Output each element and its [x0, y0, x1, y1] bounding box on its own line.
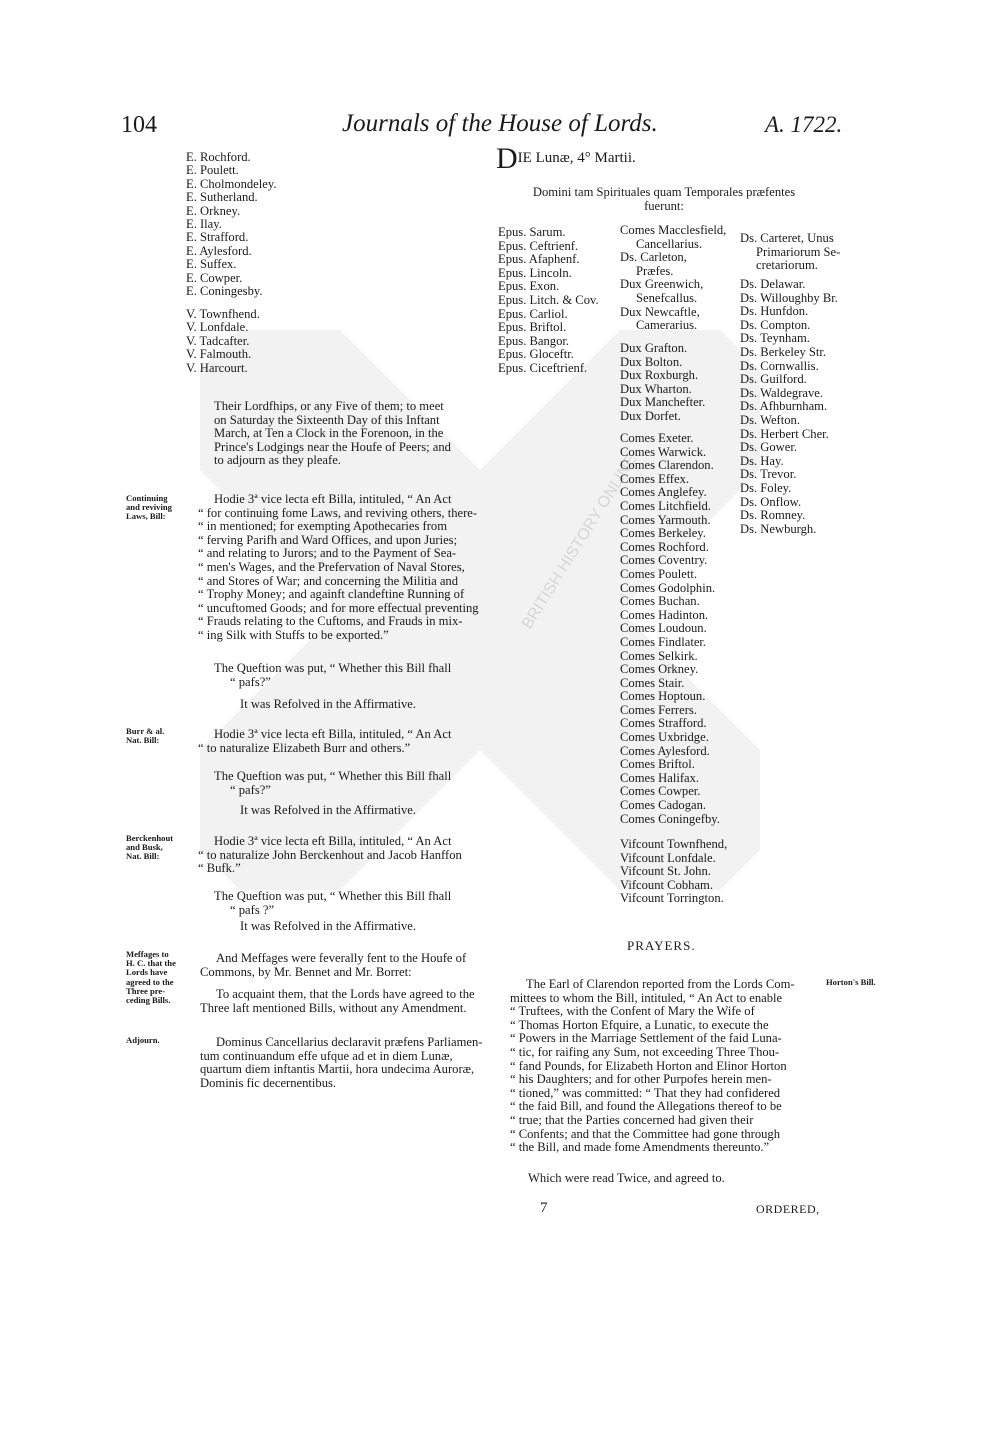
- text-line: “ to naturalize John Berckenhout and Jacob Hanffon: [198, 847, 462, 862]
- bill3-question: [214, 890, 490, 917]
- text-line: “ the Bill, and made fome Amendments thereunto.”: [510, 1140, 770, 1155]
- committee-name: V. Tadcafter.: [186, 333, 250, 348]
- peer-name: Ds. Afhburnham.: [740, 399, 828, 414]
- peer-name: Ds. Carleton,: [620, 250, 687, 265]
- messages-text2: [200, 988, 490, 1015]
- text-line: The Earl of Clarendon reported from the Lords Com-: [526, 977, 795, 991]
- text-line: “ ferving Parifh and Ward Offices, and upon Juries;: [198, 532, 458, 547]
- bill2-resolved: It was Refolved in the Affirmative.: [240, 803, 417, 817]
- running-title: Journals of the House of Lords.: [342, 110, 658, 137]
- text-line: on Saturday the Sixteenth Day of this Inftant: [214, 412, 440, 427]
- text-line: “ pafs ?”: [230, 902, 275, 917]
- prayers-heading: PRAYERS.: [627, 938, 696, 953]
- margin-note-burr: [126, 727, 164, 745]
- margin-line: Three pre-: [126, 985, 166, 996]
- margin-line: and Busk,: [126, 842, 163, 853]
- committee-viscounts: [186, 308, 260, 375]
- margin-line: Continuing: [126, 493, 168, 503]
- text-line: “ tioned,” was committed: “ That they had confidered: [510, 1085, 781, 1100]
- peer-name: Epus. Ciceftrienf.: [498, 360, 588, 375]
- peer-name: Comes Briftol.: [620, 757, 695, 772]
- peer-name: Dux Newcaftle,: [620, 304, 700, 319]
- peer-name: Dux Bolton.: [620, 354, 683, 369]
- committee-name: E. Strafford.: [186, 230, 249, 245]
- officers-list: [620, 224, 726, 333]
- peer-name: Ds. Delawar.: [740, 277, 806, 291]
- peer-name: Epus. Bangor.: [498, 333, 570, 348]
- peer-name: Comes Ferrers.: [620, 702, 697, 717]
- text-line: The Queftion was put, “ Whether this Bill fhall: [214, 661, 452, 675]
- page-number: 104: [121, 112, 157, 138]
- peer-name: Comes Findlater.: [620, 634, 707, 649]
- committee-name: E. Poulett.: [186, 163, 239, 178]
- text-line: “ Frauds relating to the Cuftoms, and Frauds in mix-: [198, 614, 463, 629]
- committee-name: V. Townfhend.: [186, 307, 260, 321]
- text-line: tum continuandum effe ufque ad et in diem Lunæ,: [200, 1048, 453, 1063]
- text-line: mittees to whom the Bill, intituled, “ An Act to enable: [510, 990, 783, 1005]
- peer-name: Comes Rochford.: [620, 539, 709, 554]
- peer-name: Comes Strafford.: [620, 716, 707, 731]
- peer-name: Comes Yarmouth.: [620, 512, 711, 527]
- committee-name: V. Harcourt.: [186, 360, 248, 375]
- text-line: The Queftion was put, “ Whether this Bill fhall: [214, 769, 452, 783]
- peer-name: Comes Halifax.: [620, 770, 700, 785]
- margin-line: Nat. Bill:: [126, 851, 160, 862]
- committee-name: E. Rochford.: [186, 150, 251, 164]
- bill-burr: [198, 728, 490, 755]
- peer-name: Epus. Exon.: [498, 279, 560, 294]
- text-line: Commons, by Mr. Bennet and Mr. Borret:: [200, 964, 412, 979]
- margin-line: Meffages to: [126, 949, 169, 959]
- text-line: “ to naturalize Elizabeth Burr and others.”: [198, 740, 411, 755]
- text-line: fuerunt:: [644, 198, 684, 213]
- peer-name: Dux Manchefter.: [620, 395, 706, 410]
- text-line: “ fand Pounds, for Elizabeth Horton and Elinor Horton: [510, 1058, 787, 1073]
- peer-name: Ds. Waldegrave.: [740, 385, 824, 400]
- committee-name: E. Cowper.: [186, 270, 243, 285]
- committee-name: E. Coningesby.: [186, 284, 263, 299]
- peer-name: Ds. Willoughby Br.: [740, 290, 838, 305]
- committee-name: E. Orkney.: [186, 203, 241, 218]
- text-line: “ uncuftomed Goods; and for more effectual preventing: [198, 600, 479, 615]
- peer-name: Comes Coningefby.: [620, 811, 720, 826]
- peer-name: Comes Godolphin.: [620, 580, 716, 595]
- viscounts-list: [620, 838, 727, 906]
- text-line: Three laft mentioned Bills, without any Amendment.: [200, 1000, 467, 1015]
- text-line: quartum diem inftantis Martii, hora undecima Auroræ,: [200, 1062, 475, 1077]
- peer-name: Primariorum Se-: [756, 244, 841, 259]
- peer-name: Comes Litchfield.: [620, 498, 711, 513]
- peer-name: Cancellarius.: [636, 236, 703, 251]
- bill3-resolved: It was Refolved in the Affirmative.: [240, 919, 417, 933]
- text-line: The Queftion was put, “ Whether this Bill fhall: [214, 889, 452, 903]
- peer-name: Ds. Teynham.: [740, 331, 810, 346]
- committee-name: V. Lonfdale.: [186, 320, 249, 335]
- text-line: March, at Ten a Clock in the Forenoon, in the: [214, 426, 444, 441]
- margin-note-berckenhout: [126, 834, 173, 862]
- text-line: to adjourn as they pleafe.: [214, 453, 341, 468]
- text-line: “ the faid Bill, and found the Allegations thereof to be: [510, 1099, 782, 1114]
- margin-note-messages: [126, 950, 176, 1005]
- bill1-question: [214, 662, 490, 689]
- committee-name: E. Suffex.: [186, 257, 237, 272]
- peer-name: Ds. Hunfdon.: [740, 304, 809, 319]
- peer-name: Comes Orkney.: [620, 662, 699, 677]
- text-line: “ in mentioned; for exempting Apothecaries from: [198, 519, 448, 534]
- bill-continuing-laws: [198, 493, 490, 643]
- margin-line: ceding Bills.: [126, 995, 171, 1006]
- peer-name: Epus. Sarum.: [498, 225, 566, 239]
- peer-name: Comes Uxbridge.: [620, 730, 709, 745]
- peer-name: Comes Stair.: [620, 675, 685, 690]
- peer-name: Comes Clarendon.: [620, 458, 714, 473]
- text-line: Dominis fic decernentibus.: [200, 1075, 337, 1090]
- watermark-text: BRITISH HISTORY ONLINE: [518, 451, 641, 633]
- peer-name: Ds. Hay.: [740, 453, 784, 468]
- horton-report: [510, 978, 822, 1155]
- peer-name: Dux Roxburgh.: [620, 368, 699, 383]
- peer-name: Comes Macclesfield,: [620, 223, 727, 237]
- margin-line: Lords have: [126, 967, 168, 978]
- peer-name: Ds. Onflow.: [740, 494, 802, 509]
- bill1-resolved: It was Refolved in the Affirmative.: [240, 697, 417, 711]
- committee-name: E. Cholmondeley.: [186, 176, 277, 191]
- text-line: “ pafs?”: [230, 782, 271, 797]
- committee-earls: [186, 151, 276, 298]
- text-line: “ Powers in the Marriage Settlement of the faid Luna-: [510, 1031, 782, 1046]
- peer-name: Comes Cowper.: [620, 784, 701, 799]
- barons-list: [740, 278, 838, 536]
- peer-name: Ds. Cornwallis.: [740, 358, 819, 373]
- peer-name: Ds. Foley.: [740, 480, 792, 495]
- catchword: ORDERED,: [756, 1202, 820, 1216]
- peer-name: Ds. Newburgh.: [740, 521, 817, 536]
- bill-berckenhout: [198, 835, 490, 876]
- peer-name: Comes Loudoun.: [620, 621, 707, 636]
- peer-name: Senefcallus.: [636, 290, 698, 305]
- margin-line: Nat. Bill:: [126, 735, 160, 746]
- peer-name: Camerarius.: [636, 318, 698, 333]
- peer-name: Comes Cadogan.: [620, 798, 707, 813]
- text-line: “ and Stores of War; and concerning the Militia and: [198, 573, 458, 588]
- peer-name: Epus. Briftol.: [498, 320, 567, 335]
- peer-name: Comes Berkeley.: [620, 526, 706, 541]
- margin-line: Adjourn.: [126, 1035, 160, 1045]
- peer-name: Comes Effex.: [620, 471, 690, 486]
- peer-name: Ds. Wefton.: [740, 412, 800, 427]
- text-line: Their Lordfhips, or any Five of them; to meet: [214, 399, 444, 413]
- year: A. 1722.: [765, 112, 843, 137]
- peer-name: Vifcount Townfhend,: [620, 837, 728, 851]
- peer-name: Dux Wharton.: [620, 381, 692, 396]
- peer-name: Ds. Trevor.: [740, 467, 797, 482]
- text-line: “ true; that the Parties concerned had given their: [510, 1112, 754, 1127]
- session-heading: DIE Lunæ, 4° Martii.: [496, 142, 636, 175]
- barons-head: [740, 232, 840, 273]
- peer-name: Ds. Gower.: [740, 440, 798, 455]
- peer-name: Vifcount Lonfdale.: [620, 850, 716, 865]
- margin-line: H. C. that the: [126, 958, 176, 969]
- peer-name: Epus. Afaphenf.: [498, 252, 580, 267]
- peer-name: Epus. Carliol.: [498, 306, 568, 321]
- text-line: To acquaint them, that the Lords have agreed to the: [216, 987, 475, 1001]
- text-line: “ Truftees, with the Confent of Mary the Wife of: [510, 1004, 755, 1019]
- peer-name: Comes Anglefey.: [620, 485, 707, 500]
- text-line: “ Thomas Horton Efquire, a Lunatic, to execute the: [510, 1017, 769, 1032]
- peer-name: Ds. Herbert Cher.: [740, 426, 829, 441]
- peer-name: Dux Dorfet.: [620, 408, 681, 423]
- margin-line: and reviving: [126, 502, 172, 513]
- dukes-list: [620, 342, 705, 424]
- peer-name: cretariorum.: [756, 258, 818, 273]
- margin-note-continuing-laws: [126, 494, 172, 522]
- peer-name: Comes Buchan.: [620, 594, 700, 609]
- text-line: “ men's Wages, and the Prefervation of Naval Stores,: [198, 559, 465, 574]
- peer-name: Epus. Gloceftr.: [498, 347, 574, 362]
- messages-text: [200, 952, 490, 979]
- peer-name: Comes Hoptoun.: [620, 689, 706, 704]
- margin-line: agreed to the: [126, 976, 174, 987]
- peer-name: Vifcount Torrington.: [620, 891, 724, 906]
- committee-instructions: [214, 400, 489, 468]
- text-line: “ Trophy Money; and againft clandeftine Running of: [198, 587, 465, 602]
- peer-name: Comes Exeter.: [620, 431, 694, 445]
- text-line: “ and relating to Jurors; and to the Payment of Sea-: [198, 546, 457, 561]
- committee-name: E. Ilay.: [186, 217, 222, 232]
- text-line: “ pafs?”: [230, 674, 271, 689]
- text-line: Hodie 3ª vice lecta eft Billa, intituled, “ An Act: [214, 834, 452, 848]
- bill2-question: [214, 770, 490, 797]
- text-line: “ tic, for raifing any Sum, not exceeding Three Thou-: [510, 1044, 780, 1059]
- peer-name: Epus. Ceftrienf.: [498, 238, 579, 253]
- text-line: “ his Daughters; and for other Purpofes herein men-: [510, 1072, 772, 1087]
- session-heading-text: IE Lunæ, 4° Martii.: [517, 150, 636, 166]
- committee-name: V. Falmouth.: [186, 347, 252, 362]
- text-line: Hodie 3ª vice lecta eft Billa, intituled, “ An Act: [214, 492, 452, 506]
- horton-agreed: Which were read Twice, and agreed to.: [528, 1171, 725, 1185]
- signature-mark: 7: [540, 1200, 548, 1216]
- adjourn-text: [200, 1036, 490, 1090]
- text-line: Hodie 3ª vice lecta eft Billa, intituled, “ An Act: [214, 727, 452, 741]
- peer-name: Comes Aylesford.: [620, 743, 710, 758]
- margin-line: Burr & al.: [126, 726, 165, 736]
- text-line: “ Bufk.”: [198, 861, 241, 876]
- peer-name: Ds. Guilford.: [740, 372, 807, 387]
- peer-name: Comes Hadinton.: [620, 607, 709, 622]
- margin-note-horton: Horton's Bill.: [826, 977, 876, 987]
- peer-name: Vifcount St. John.: [620, 864, 711, 879]
- text-line: “ for continuing fome Laws, and reviving others, there-: [198, 505, 478, 520]
- text-line: Prince's Lodgings near the Houfe of Peers; and: [214, 439, 451, 454]
- text-line: And Meffages were feverally fent to the Houfe of: [216, 951, 467, 965]
- peer-name: Ds. Romney.: [740, 508, 806, 523]
- present-heading: [499, 186, 829, 213]
- peer-name: Præfes.: [636, 263, 674, 278]
- text-line: “ ing Silk with Stuffs to be exported.”: [198, 627, 389, 642]
- bishops-list: [498, 226, 599, 376]
- margin-note-adjourn: [126, 1036, 160, 1045]
- peer-name: Epus. Lincoln.: [498, 265, 572, 280]
- peer-name: Ds. Compton.: [740, 317, 811, 332]
- peer-name: Ds. Carteret, Unus: [740, 231, 834, 245]
- text-line: “ Confents; and that the Committee had gone through: [510, 1126, 781, 1141]
- peer-name: Comes Coventry.: [620, 553, 708, 568]
- text-line: Dominus Cancellarius declaravit præfens Parliamen-: [216, 1035, 483, 1049]
- peer-name: Comes Selkirk.: [620, 648, 698, 663]
- margin-line: Laws, Bill:: [126, 511, 166, 522]
- text-line: Domini tam Spirituales quam Temporales præfentes: [532, 185, 796, 199]
- peer-name: Dux Grafton.: [620, 341, 688, 355]
- peer-name: Comes Poulett.: [620, 566, 697, 581]
- peer-name: Epus. Litch. & Cov.: [498, 292, 599, 307]
- peer-name: Ds. Berkeley Str.: [740, 344, 827, 359]
- earls-list: [620, 432, 720, 826]
- peer-name: Vifcount Cobham.: [620, 877, 713, 892]
- committee-name: E. Sutherland.: [186, 190, 258, 205]
- margin-line: Berckenhout: [126, 833, 174, 843]
- peer-name: Comes Warwick.: [620, 444, 707, 459]
- peer-name: Dux Greenwich,: [620, 277, 704, 292]
- committee-name: E. Aylesford.: [186, 243, 252, 258]
